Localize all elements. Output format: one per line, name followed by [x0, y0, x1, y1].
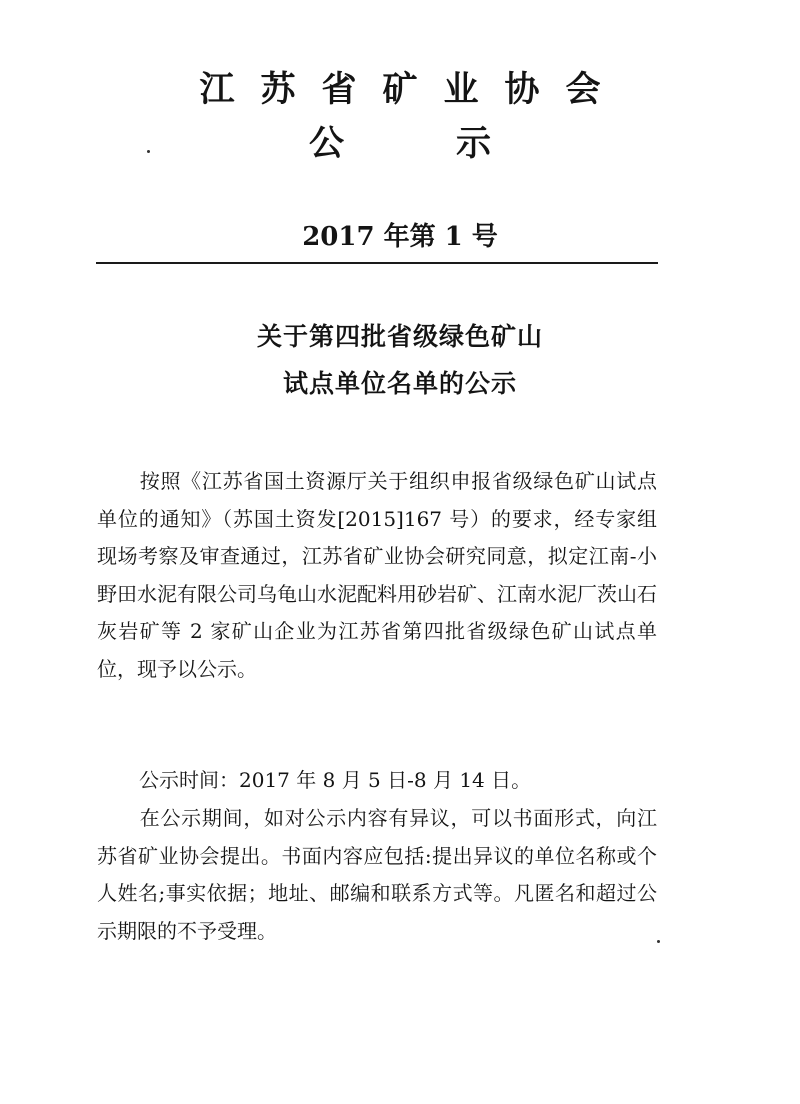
body-paragraph-1 [97, 463, 657, 688]
scan-speck [657, 940, 660, 943]
document-type-title: 公示 [308, 124, 603, 164]
scan-speck [147, 150, 150, 153]
paragraph-3-text: 在公示期间，如对公示内容有异议，可以书面形式，向江苏省矿业协会提出。书面内容应包括:提出异议的单位名称或个人姓名;事实依据；地址、邮编和联系方式等。凡匿名和超过公示期限的不予受理。 [97, 806, 657, 943]
paragraph-2-text: 公示时间：2017 年 8 月 5 日-8 月 14 日。 [139, 768, 532, 792]
notice-title-line-1: 关于第四批省级绿色矿山 [256, 322, 543, 351]
document-number: 2017 年第 1 号 [302, 222, 498, 252]
organization-title: 江苏省矿业协会 [199, 70, 627, 110]
paragraph-1-text: 按照《江苏省国土资源厅关于组织申报省级绿色矿山试点单位的通知》（苏国土资发[2015]167 号）的要求，经专家组现场考察及审查通过，江苏省矿业协会研究同意，拟定江南-小野田水泥有限公司乌龟山水泥配料用砂岩矿、江南水泥厂茨山石灰岩矿等 2 家矿山企业为江苏省第四批省级绿色矿山试点单位，现予以公示。 [97, 469, 657, 681]
notice-title-line-2: 试点单位名单的公示 [282, 369, 517, 398]
body-paragraph-3 [97, 800, 657, 950]
body-paragraph-2 [97, 762, 657, 800]
header-divider-line [96, 262, 658, 264]
